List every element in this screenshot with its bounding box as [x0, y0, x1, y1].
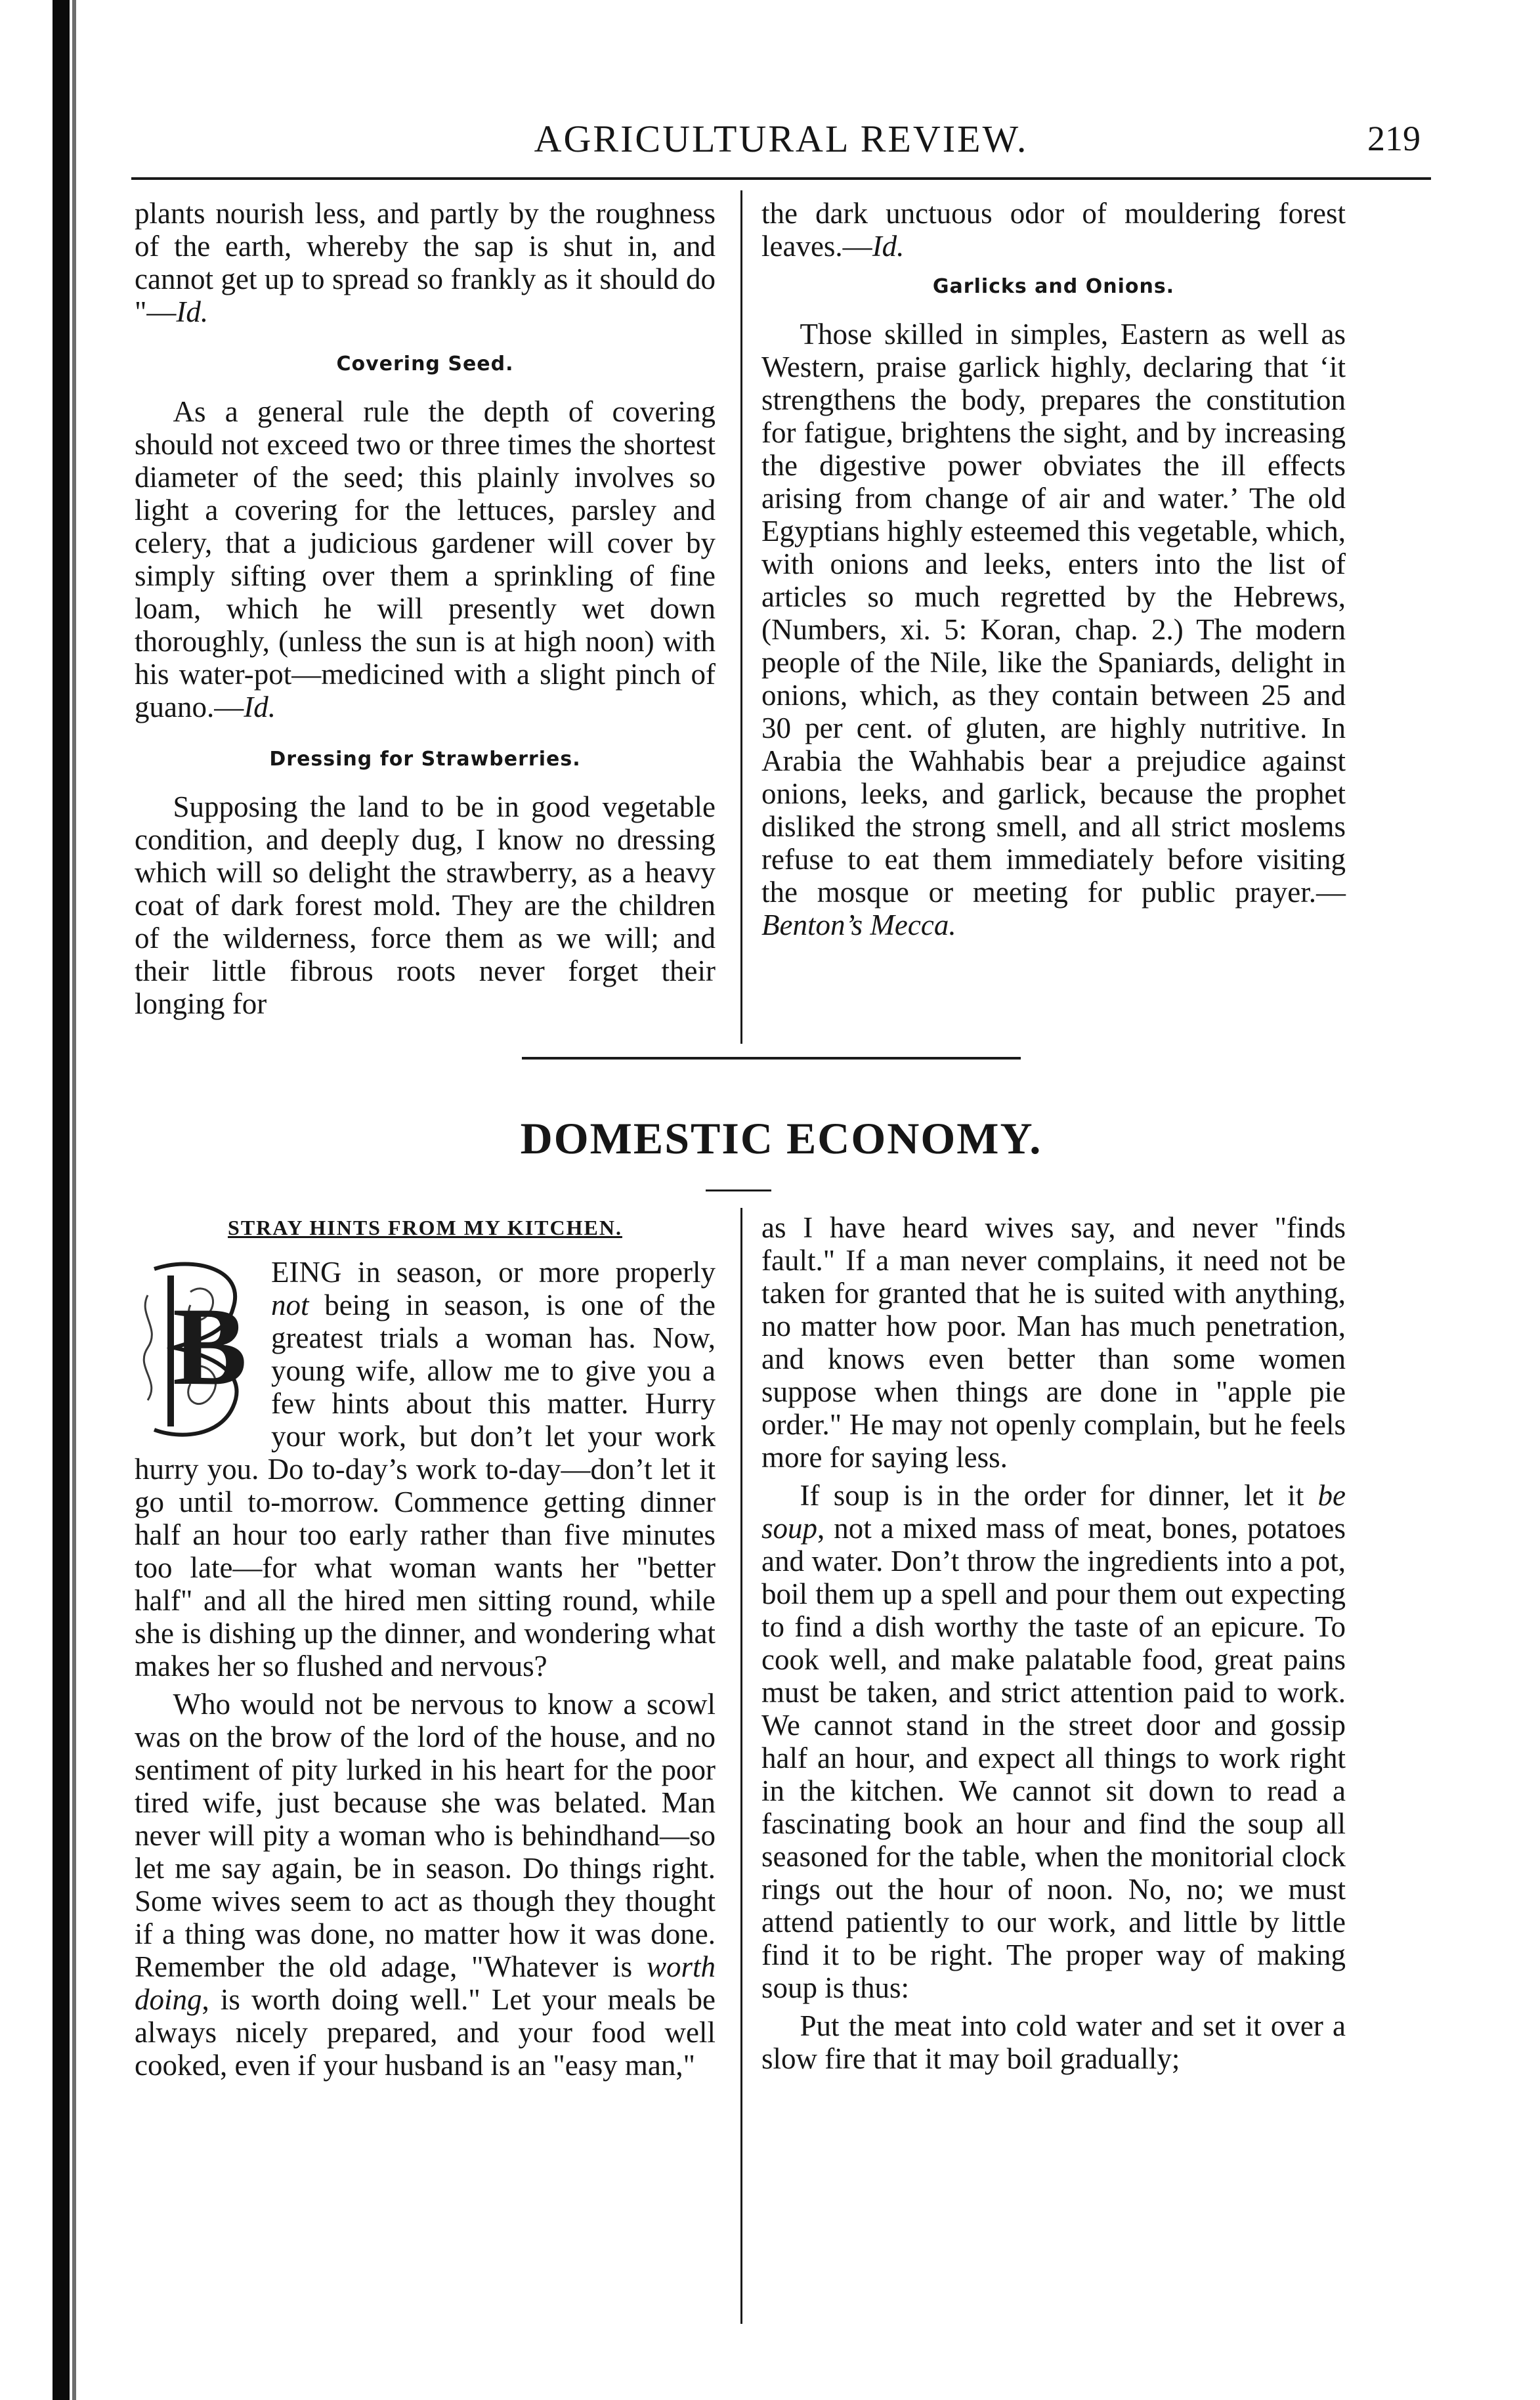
emphasis: worth doing [135, 1950, 716, 2016]
paragraph [135, 197, 716, 328]
paragraph-text: Those skilled in simples, Eastern as well as Western, praise garlick highly, declaring that ‘it strengthens the body, prepares the constitution for fatigue, brightens the sight, and by increasing the digestive power obviates the ill effects arising from change of air and water.’ The old Egyptians highly esteemed this vegetable, which, with onions and leeks, enters into the list of articles so much regretted by the Hebrews, (Numbers, xi. 5: Koran, chap. 2.) The modern people of the Nile, like the Spaniards, delight in onions, which, as they contain between 25 and 30 per cent. of gluten, are highly nutritive. In Arabia the Wahhabis bear a prejudice against onions, leeks, and garlick, because the prophet disliked the strong smell, and all strict moslems refuse to eat them immediately before visiting the mosque or meeting for public prayer.— [761, 318, 1346, 909]
paragraph [135, 395, 716, 723]
source-citation: Id. [244, 691, 276, 723]
source-citation: Id. [872, 230, 905, 263]
subheading-covering-seed: Covering Seed. [336, 353, 514, 375]
paragraph [761, 197, 1346, 263]
section-rule-top [522, 1057, 1021, 1060]
drop-cap-ornament [135, 1256, 259, 1446]
drop-cap-letter: B [173, 1285, 247, 1408]
article-heading: STRAY HINTS FROM MY KITCHEN. [228, 1216, 622, 1239]
top-column-divider [740, 190, 742, 1044]
emphasis: not [271, 1289, 309, 1321]
emphasis: be soup [761, 1479, 1346, 1545]
paragraph-text: , not a mixed mass of meat, bones, potatoes and water. Don’t throw the ingredients into a pot, boil them up a spell and pour them out expecting to find a dish worthy the taste of an epicure. To cook well, and make palatable food, great pains must be taken, and strict attention paid to work. We cannot stand in the street door and gossip half an hour, and expect all things to work right in the kitchen. We cannot sit down to read a fascinating book an hour and find the soup all seasoned for the table, when the monitorial clock rings out the hour of noon. No, no; we must attend patiently to our work, and little by little find it to be right. The proper way of making soup is thus: [761, 1512, 1346, 2004]
bottom-column-divider [740, 1208, 742, 2324]
column-right-bottom [761, 1211, 1346, 2080]
subheading-garlicks-onions: Garlicks and Onions. [932, 275, 1175, 298]
column-left-top [135, 197, 716, 1025]
paragraph [761, 1479, 1346, 2004]
paragraph-text: plants nourish less, and partly by the roughness of the earth, whereby the sap is shut in, and cannot get up to spread so frankly as it should do "— [135, 197, 716, 328]
header-rule [131, 177, 1431, 180]
running-title: AGRICULTURAL REVIEW. [534, 118, 1029, 160]
paragraph-text: , is worth doing well." Let your meals be always nicely prepared, and your food well cooked, even if your husband is an "easy man," [135, 1983, 716, 2082]
paragraph [135, 1688, 716, 2082]
source-citation: Benton’s Mecca. [761, 909, 956, 941]
subheading-dressing-strawberries: Dressing for Strawberries. [269, 748, 581, 771]
paragraph-text: being in season, is one of the greatest trials a woman has. Now, young wife, allow me to give you a few hints about this matter. Hurry your work, but don’t let your work hurry you. Do to-day’s work to-day—don’t let it go until to-morrow. Commence getting dinner half an hour too early rather than five minutes too late—for what woman wants her "better half" and all the hired men sitting round, while she is dishing up the dinner, and wondering what makes her so flushed and nervous? [135, 1289, 716, 1682]
column-left-bottom [135, 1211, 716, 2087]
section-title: DOMESTIC ECONOMY. [520, 1113, 1042, 1163]
paragraph [761, 318, 1346, 941]
paragraph: Supposing the land to be in good vegetable condition, and deeply dug, I know no dressing which will so delight the strawberry, as a heavy coat of dark forest mold. They are the children of the wilderness, force them as we will; and their little fibrous roots never forget their longing for [135, 790, 716, 1020]
paragraph: as I have heard wives say, and never "finds fault." If a man never complains, it need not be taken for granted that he is suited with anything, no matter how poor. Man has much penetration, and knows even better than some women suppose when things are done in "apple pie order." He may not openly complain, but he feels more for saying less. [761, 1211, 1346, 1474]
paragraph-text: If soup is in the order for dinner, let it [800, 1479, 1318, 1512]
binding-edge [53, 0, 70, 2400]
page-number: 219 [1367, 119, 1421, 158]
paragraph-text: As a general rule the depth of covering should not exceed two or three times the shortest diameter of the seed; this plainly involves so light a covering for the lettuces, parsley and celery, that a judicious gardener will cover by simply sifting over them a sprinkling of fine loam, which he will presently wet down thoroughly, (unless the sun is at high noon) with his water-pot—medicined with a slight pinch of guano.— [135, 395, 716, 723]
source-citation: Id. [176, 295, 209, 328]
paragraph-text: the dark unctuous odor of mouldering forest leaves.— [761, 197, 1346, 263]
running-head [131, 110, 1431, 169]
paragraph-text: EING in season, or more properly [271, 1256, 716, 1289]
paragraph: Put the meat into cold water and set it over a slow fire that it may boil gradually; [761, 2009, 1346, 2075]
paragraph [135, 1256, 716, 1682]
section-rule-short [706, 1189, 771, 1191]
column-right-top [761, 197, 1346, 947]
paragraph-text: Who would not be nervous to know a scowl was on the brow of the lord of the house, and no sentiment of pity lurked in his heart for the poor tired wife, just because she was belated. Man never will pity a woman who is behindhand—so let me say again, be in season. Do things right. Some wives seem to act as though they thought if a thing was done, no matter how it was done. Remember the old adage, "Whatever is [135, 1688, 716, 1983]
